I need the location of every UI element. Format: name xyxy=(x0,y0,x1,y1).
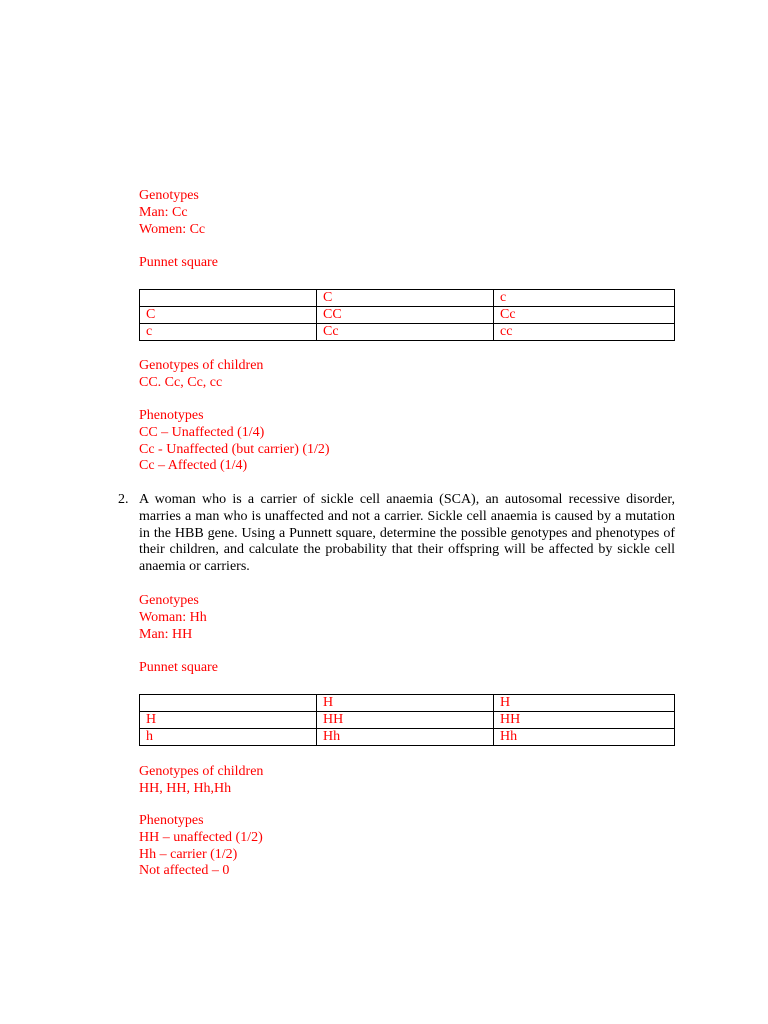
table-row xyxy=(140,695,675,712)
section2-punnet-heading xyxy=(139,660,675,677)
table-cell: cc xyxy=(494,324,675,341)
punnett-square-2 xyxy=(139,694,675,746)
table-cell: H xyxy=(317,695,494,712)
children-heading: Genotypes of children xyxy=(139,764,264,779)
table-cell: HH xyxy=(317,712,494,729)
section2-phenotypes xyxy=(139,813,675,880)
phenotypes-heading: Phenotypes xyxy=(139,408,204,423)
table-cell: H xyxy=(140,712,317,729)
table-cell: Hh xyxy=(494,729,675,746)
phenotype-item: HH – unaffected (1/2) xyxy=(139,829,263,845)
table-row xyxy=(140,307,675,324)
table-cell: HH xyxy=(494,712,675,729)
section1-punnet-heading xyxy=(139,255,675,272)
genotypes-heading: Genotypes xyxy=(139,188,199,203)
table-cell: Cc xyxy=(494,307,675,324)
phenotype-item: Cc – Affected (1/4) xyxy=(139,458,248,474)
man-genotype: Man: Cc xyxy=(139,204,188,220)
phenotype-item: Cc - Unaffected (but carrier) (1/2) xyxy=(139,441,330,457)
table-row xyxy=(140,712,675,729)
table-cell: c xyxy=(494,290,675,307)
phenotypes-heading: Phenotypes xyxy=(139,813,204,828)
question-number: 2. xyxy=(118,492,129,507)
woman-genotype: Women: Cc xyxy=(139,221,206,237)
children-heading: Genotypes of children xyxy=(139,358,264,373)
genotypes-heading: Genotypes xyxy=(139,593,199,608)
table-cell: H xyxy=(494,695,675,712)
section1-children xyxy=(139,358,675,392)
table-cell: c xyxy=(140,324,317,341)
question-text: A woman who is a carrier of sickle cell anaemia (SCA), an autosomal recessive disorder, marries a man who is unaffected and not a carrier. Sickle cell anaemia is caused by a mutation in the HBB gene. Using a Punnett square, determine the possible genotypes and phenotypes of their children, and calculate the probability that their offspring will be affected by sickle cell anaemia or carriers. xyxy=(139,492,675,575)
table-row xyxy=(140,290,675,307)
phenotype-item: Not affected – 0 xyxy=(139,863,230,879)
table-cell: CC xyxy=(317,307,494,324)
table-cell: Hh xyxy=(317,729,494,746)
table-row xyxy=(140,729,675,746)
section1-phenotypes xyxy=(139,408,675,475)
woman-genotype: Woman: Hh xyxy=(139,609,207,625)
punnet-heading: Punnet square xyxy=(139,255,218,270)
section2-genotypes xyxy=(139,593,675,643)
table-cell xyxy=(140,695,317,712)
table-cell: C xyxy=(317,290,494,307)
table-cell xyxy=(140,290,317,307)
table-cell: C xyxy=(140,307,317,324)
table-row xyxy=(140,324,675,341)
children-genotypes: CC. Cc, Cc, cc xyxy=(139,374,223,390)
table-cell: h xyxy=(140,729,317,746)
section1-genotypes xyxy=(139,188,675,238)
phenotype-item: CC – Unaffected (1/4) xyxy=(139,424,265,440)
punnet-heading: Punnet square xyxy=(139,660,218,675)
section2-children xyxy=(139,764,675,798)
table-cell: Cc xyxy=(317,324,494,341)
man-genotype: Man: HH xyxy=(139,626,193,642)
children-genotypes: HH, HH, Hh,Hh xyxy=(139,780,232,796)
punnett-square-1 xyxy=(139,289,675,341)
phenotype-item: Hh – carrier (1/2) xyxy=(139,846,238,862)
